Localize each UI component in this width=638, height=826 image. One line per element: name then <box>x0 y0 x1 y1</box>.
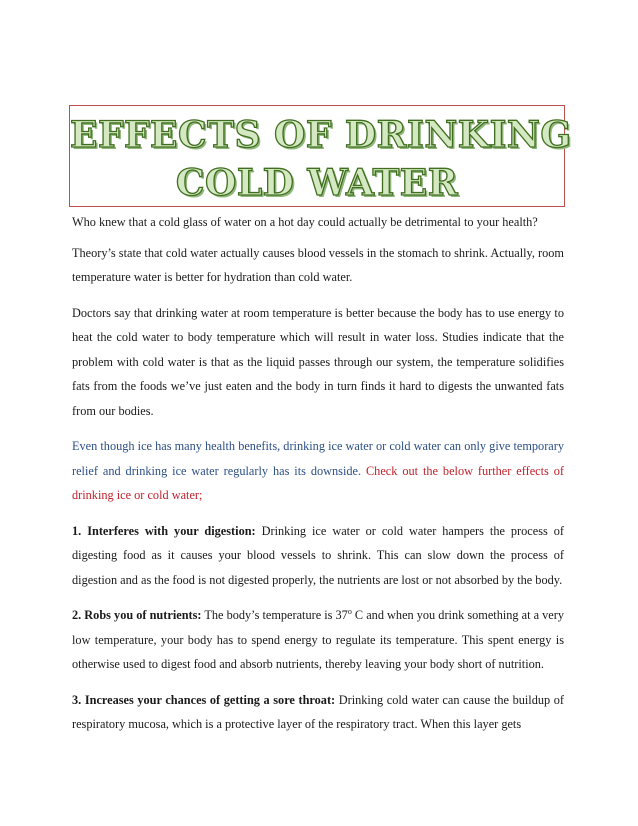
effect-2-heading: 2. Robs you of nutrients: <box>72 608 202 622</box>
title-line-1: EFFECTS OF DRINKING <box>70 114 572 156</box>
effect-item-3 <box>72 688 564 737</box>
article-body <box>72 210 564 748</box>
paragraph-theory: Theory’s state that cold water actually causes blood vessels in the stomach to shrink. Actually, room temperature water is better for hydration than cold water. <box>72 245 564 284</box>
paragraph-ice-benefits <box>72 434 564 508</box>
effect-item-1 <box>72 519 564 593</box>
ice-benefits-text: Even though ice has many health benefits, drinking ice water or cold water can only give temporary relief and drinking ice water regularly has its downside. <box>72 439 564 478</box>
effect-1-heading: 1. Interferes with your digestion: <box>72 523 256 538</box>
effect-2-text-b: C and when you drink something at a very low temperature, your body has to spend energy to regulate its temperature. This spent energy is otherwise used to digest food and absorb nutrients, thereby leaving your body short of nutrition. <box>72 608 564 671</box>
effect-3-text: Drinking cold water can cause the buildup of respiratory mucosa, which is a protective layer of the respiratory tract. When this layer gets <box>72 692 564 731</box>
intro-paragraph: Who knew that a cold glass of water on a hot day could actually be detrimental to your health? <box>72 215 538 229</box>
effect-2-text-a: The body’s temperature is 37 <box>201 608 348 622</box>
title-box <box>69 105 572 207</box>
effect-item-2 <box>72 603 564 677</box>
degree-superscript: o <box>347 606 352 616</box>
title-line-2: COLD WATER <box>175 162 459 204</box>
effect-3-heading: 3. Increases your chances of getting a sore throat: <box>72 692 336 707</box>
further-effects-text: Check out the below further effects of drinking ice or cold water; <box>72 463 564 502</box>
effect-1-text: Drinking ice water or cold water hampers the process of digesting food as it causes your blood vessels to shrink. This can slow down the process of digestion and as the food is not digested properly, the nutrients are lost or not absorbed by the body. <box>72 523 565 587</box>
paragraph-doctors: Doctors say that drinking water at room temperature is better because the body has to use energy to heat the cold water to body temperature which will result in water loss. Studies indicate that the problem with cold water is that as the liquid passes through our system, the temperature solidifies fats from the foods we’ve just eaten and the body in turn finds it hard to digests the unwanted fats from our bodies. <box>72 305 564 418</box>
